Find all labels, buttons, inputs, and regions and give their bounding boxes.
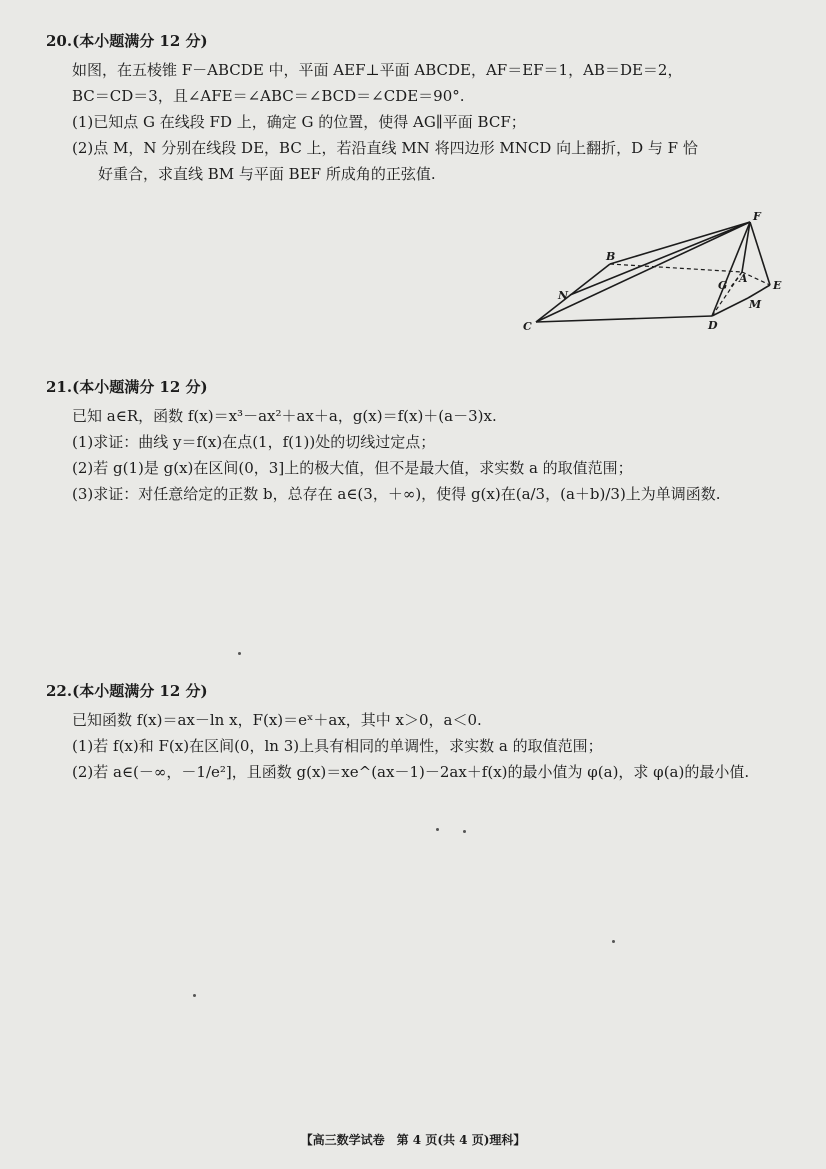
label-G: G <box>718 279 728 292</box>
scan-speck <box>436 828 439 831</box>
question-20-stem-line-1: 如图，在五棱锥 F－ABCDE 中，平面 AEF⊥平面 ABCDE，AF＝EF＝1，AB＝DE＝2， <box>72 61 683 79</box>
scan-speck <box>193 994 196 997</box>
label-M: M <box>749 298 762 311</box>
question-21-stem: 已知 a∈R，函数 f(x)＝x³－ax²＋ax＋a，g(x)＝f(x)＋(a－3)x. <box>72 407 497 425</box>
question-21-part-1: (1)求证：曲线 y＝f(x)在点(1，f(1))处的切线过定点； <box>72 433 436 451</box>
question-22-part-1: (1)若 f(x)和 F(x)在区间(0，ln 3)上具有相同的单调性，求实数 a 的取值范围； <box>72 737 603 755</box>
question-20-stem-line-2: BC＝CD＝3，且∠AFE＝∠ABC＝∠BCD＝∠CDE＝90°. <box>72 87 465 105</box>
label-A: A <box>739 272 748 285</box>
label-D: D <box>708 319 718 332</box>
pyramid-figure <box>520 212 790 342</box>
edge-ME <box>748 285 770 298</box>
scan-speck <box>238 652 241 655</box>
question-20-part-2: (2)点 M，N 分别在线段 DE，BC 上，若沿直线 MN 将四边形 MNCD 向上翻折，D 与 F 恰 <box>72 139 698 157</box>
label-N: N <box>558 289 569 302</box>
label-E: E <box>773 279 782 292</box>
pyramid-diagram <box>520 212 790 342</box>
question-21-heading: 21.(本小题满分 12 分) <box>46 378 208 396</box>
edge-FA <box>742 222 750 272</box>
edge-FB <box>610 222 750 264</box>
question-20-part-1: (1)已知点 G 在线段 FD 上，确定 G 的位置，使得 AG∥平面 BCF； <box>72 113 526 131</box>
question-20 <box>46 30 796 187</box>
question-21 <box>46 376 796 507</box>
label-C: C <box>523 320 532 333</box>
edge-CD <box>536 316 712 322</box>
question-22 <box>46 680 796 785</box>
question-20-heading: 20.(本小题满分 12 分) <box>46 32 208 50</box>
question-21-part-3: (3)求证：对任意给定的正数 b，总存在 a∈(3，＋∞)，使得 g(x)在(a/3，(a＋b)/3)上为单调函数. <box>72 485 721 503</box>
question-22-part-2: (2)若 a∈(－∞，－1/e²]，且函数 g(x)＝xe^(ax－1)－2ax＋f(x)的最小值为 φ(a)，求 φ(a)的最小值. <box>72 763 750 781</box>
edge-FD <box>712 222 750 316</box>
scan-speck <box>612 940 615 943</box>
question-21-part-2: (2)若 g(1)是 g(x)在区间(0，3]上的极大值，但不是最大值，求实数 a 的取值范围； <box>72 459 633 477</box>
question-22-heading: 22.(本小题满分 12 分) <box>46 682 208 700</box>
page-footer: 【高三数学试卷 第 4 页(共 4 页)理科】 <box>300 1133 526 1147</box>
scan-speck <box>463 830 466 833</box>
question-22-stem: 已知函数 f(x)＝ax－ln x，F(x)＝eˣ＋ax，其中 x＞0，a＜0. <box>72 711 482 729</box>
question-20-part-2-cont: 好重合，求直线 BM 与平面 BEF 所成角的正弦值. <box>98 165 436 183</box>
label-B: B <box>606 250 616 263</box>
label-F: F <box>753 212 761 223</box>
edge-FE <box>750 222 770 285</box>
